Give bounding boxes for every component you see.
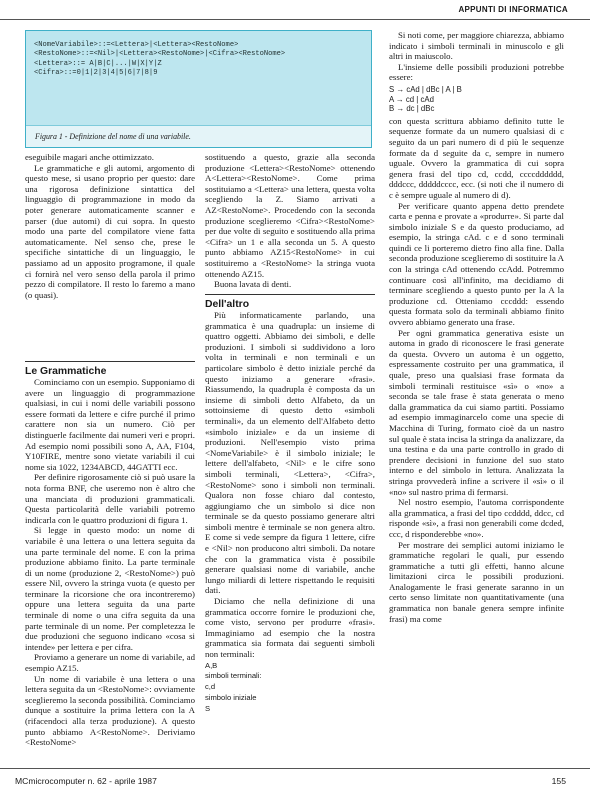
heading-altro: Dell'altro — [205, 294, 375, 310]
column-1 — [25, 152, 195, 352]
paragraph: Per verificare quanto appena detto prendete carta e penna e provate a «produrre». Si parte dal simbolo iniziale S e da questo produciamo, ad esempio, la stringa cAd. c e d sono terminali quindi ce li porteremo dietro fino alla fine. Dalla seconda produzione sceglieremo di sostituire la A con la stringa cAd ottenendo ccAdd. Potremmo continuare così all'infinito, ma decidiamo di terminare scegliendo a questo punto per la A la produzione cd. Otteniamo cccddd: essendo questa formata solo da terminali abbiamo finito ovvero abbiamo generato una frase. — [389, 200, 564, 328]
paragraph: con questa scrittura abbiamo definito tutte le sequenze formate da un numero qualsiasi di c seguito da un pari numero di d più le sequenze formate da d seguite da c, sempre in numero uguale. Ovvero la grammatica di cui sopra genera frasi del tipo cd, ccdd, ccccdddddd, dddccc, dddddcccc, ecc. (si noti che il numero di c è sempre uguale al numero di d). — [389, 115, 564, 200]
heading-grammatiche-wrap — [25, 357, 195, 375]
grammar-symbols — [205, 661, 375, 715]
footer-rule — [0, 768, 590, 769]
heading-altro-wrap — [205, 290, 375, 308]
symbol-line: c,d — [205, 682, 216, 692]
page-number: 155 — [551, 776, 566, 786]
paragraph: Per mostrare dei semplici automi iniziamo le grammatiche regolari le quali, pur essendo grammatiche a tutti gli effetti, hanno alcune limitazioni circa le possibili produzioni. Analogamente le frasi generate saranno in un certo senso limitate non quantitativamente (una grammatica non banale genera sempre infinite frasi) ma come — [389, 539, 564, 624]
header-rule — [0, 19, 590, 20]
paragraph: Per definire rigorosamente ciò si può usare la nota forma BNF, che useremo non è altro che una manciata di produzioni grammaticali. Questa particolarità delle variabili potremo indicarla con le quattro produzioni di figura 1. — [25, 472, 195, 525]
paragraph: Le grammatiche e gli automi, argomento di questo mese, si usano proprio per questo: dare una rigorosa definizione sintattica del linguaggio di programmazione in modo da poter generare automaticamente scanner e parser (due automi) di cui sopra. In questo modo una parte del compilatore viene fatta automaticamente. Nel senso che, prese le specifiche sintattiche di un linguaggio, le passiamo ad un apposito programone, il quale ci fornirà nel vero senso della parola il primo pezzo di compilatore. Il resto lo faremo a mano (o quasi). — [25, 162, 195, 300]
paragraph: Cominciamo con un esempio. Supponiamo di avere un linguaggio di programmazione qualsiasi, in cui i nomi delle variabili possono essere formati da lettere e cifre purché il primo carattere non sia un numero. Ciò per distinguerle facilmente dai numeri veri e propri. Ad esempio nomi possibili sono A, AA, F104, Y10FIRE, mentre sono vietate variabili il cui nome sia 1022, 1234ABCD, 44GATTI ecc. — [25, 377, 195, 472]
grammar-line: <Cifra>::=0|1|2|3|4|5|6|7|8|9 — [34, 69, 158, 78]
symbol-line: S — [205, 703, 211, 713]
symbol-line: simboli terminali: — [205, 671, 262, 681]
paragraph: eseguibile magari anche ottimizzato. — [25, 152, 154, 162]
grammar-line: <RestoNome>::=<Nil>|<Lettera><RestoNome>|<Cifra><RestoNome> — [34, 50, 286, 59]
column-2-lower — [205, 310, 375, 715]
symbol-line: A,B — [205, 660, 218, 670]
paragraph: Nel nostro esempio, l'automa corrispondente alla grammatica, a frasi del tipo ccdddd, ddcc, cd risponde «sì», a frasi non generabili come dcded, ccc, d risponderebbe «no». — [389, 497, 564, 539]
paragraph: Più informaticamente parlando, una grammatica è una quadrupla: un insieme di quattro oggetti. Abbiamo dei simboli, e delle produzioni. I simboli si suddividono a loro volta in terminali e non terminali e un particolare simbolo è detto iniziale perché da questo iniziamo a generare «frasi». Riassumendo, la quadrupla è composta da un insieme di simboli detto Alfabeto, da un sottoinsieme di questo detto «simboli terminali», da un elemento dell'Alfabeto detto «simbolo iniziale» e da un insieme di produzioni. Nell'esempio visto prima <NomeVariabile> è il simbolo iniziale; le lettere dell'alfabeto, <Nil> e le cifre sono simboli terminali, <Lettera>, <Cifra>, <RestoNome> sono i simboli non terminali. Qualora non fosse chiaro dal contesto, aggiungiamo che un simbolo si dice non terminale se da questo possiamo generare altri simboli mentre è terminale se non genera altro. E come si vede sempre da figura 1 lettere, cifre e <Nil> non producono altri simboli. Da notare che con la grammatica vista è possibile generare qualsiasi nome di variabile, anche lungo miliardi di lettere rispettando le requisiti dati. — [205, 310, 375, 596]
paragraph: sostituendo a questo, grazie alla seconda produzione <Lettera><RestoNome> ottenendo A<Lettera><RestoNome>. Come prima sostituiamo a <Lettera> una lettera, questa volta scegliendo la Z. Siamo arrivati a AZ<RestoNome>. Procedendo con la seconda produzione sceglieremo <Cifra><RestoNome> per due volte di seguito e sostituendo alla prima <Cifra> un 1 e alla seconda un 5. A questo punto abbiamo AZ15<RestoNome> in cui sostituiremo a <RestoNome> la stringa vuota ottenendo AZ15. — [205, 152, 375, 279]
production: S → cAd | dBc | A | B — [389, 84, 462, 94]
symbol-line: simbolo iniziale — [205, 692, 257, 702]
grammar-listing — [34, 41, 365, 79]
production: B → dc | dBc — [389, 104, 435, 114]
heading-grammatiche: Le Grammatiche — [25, 361, 195, 377]
column-1-lower — [25, 377, 195, 748]
figure-1 — [25, 30, 372, 148]
paragraph: Diciamo che nella definizione di una grammatica occorre fornire le produzioni che, come visto, servono per produrre «frasi». Immaginiamo ad esempio che la nostra grammatica sia formata dai seguenti simboli non terminali: — [205, 596, 375, 659]
grammar-line: <Lettera>::= A|B|C|...|W|X|Y|Z — [34, 59, 162, 68]
section-header: APPUNTI DI INFORMATICA — [458, 5, 568, 14]
column-2 — [205, 152, 375, 290]
grammar-line: <NomeVariabile>::=<Lettera>|<Lettera><RestoNome> — [34, 41, 239, 49]
figure-caption: Figura 1 - Definizione del nome di una variabile. — [26, 125, 371, 147]
paragraph: Per ogni grammatica generativa esiste un automa in grado di riconoscere le frasi generate da questa. Ovvero un automa è un oggetto, espressamente costruito per una grammatica, il quale, preso una qualsiasi frase formata da simboli terminali restituisce «sì» o «no» a seconda se tale frase è stata generata o meno dalla grammatica da cui siamo partiti. Possiamo ad esempio immaginarcelo come una specie di Macchina di Turing, formato cioè da un nastro sul quale è stata incisa la stringa da analizzare, da una testina e da una parte controllo in grado di prendere decisioni in funzione del suo stato interno e del simbolo in lettura. Analizzata la stringa provvederà infine a scrivere il «sì» o il «no» sul nastro prima di fermarsi. — [389, 327, 564, 497]
paragraph: Buona lavata di denti. — [214, 279, 292, 290]
productions-list — [389, 85, 564, 114]
paragraph: Si legge in questo modo: un nome di variabile è una lettera o una lettera seguita da una parte terminale del nome. E con la prima produzione abbiamo finito. La parte terminale di un nome (produzione 2, <RestoNome>) può essere Nil, ovvero la stringa vuota (e questo per terminare la ricorsione che ora incontreremo) oppure una lettera seguita da una parte terminale di nome o una cifra seguita da una parte terminale di un nome. Per completezza le due produzioni che seguono indicano «cosa si intende» per lettera e per cifra. — [25, 525, 195, 652]
magazine-issue: MCmicrocomputer n. 62 - aprile 1987 — [15, 776, 157, 786]
paragraph: Proviamo a generare un nome di variabile, ad esempio AZ15. — [25, 652, 195, 674]
paragraph: Si noti come, per maggiore chiarezza, abbiamo indicato i simboli terminali in minuscolo e gli altri in maiuscolo. — [389, 30, 564, 62]
paragraph: Un nome di variabile è una lettera o una lettera seguita da un <RestoNome>: ovviamente sceglieremo la seconda possibilità. Cominciamo dunque a sostituire la prima lettera con la A (rifacendoci alla terza produzione). A questo punto abbiamo A<RestoNome>. Deriviamo <RestoNome> — [25, 673, 195, 748]
column-3 — [389, 30, 564, 624]
paragraph: L'insieme delle possibili produzioni potrebbe essere: — [389, 61, 564, 83]
production: A → cd | cAd — [389, 94, 434, 104]
